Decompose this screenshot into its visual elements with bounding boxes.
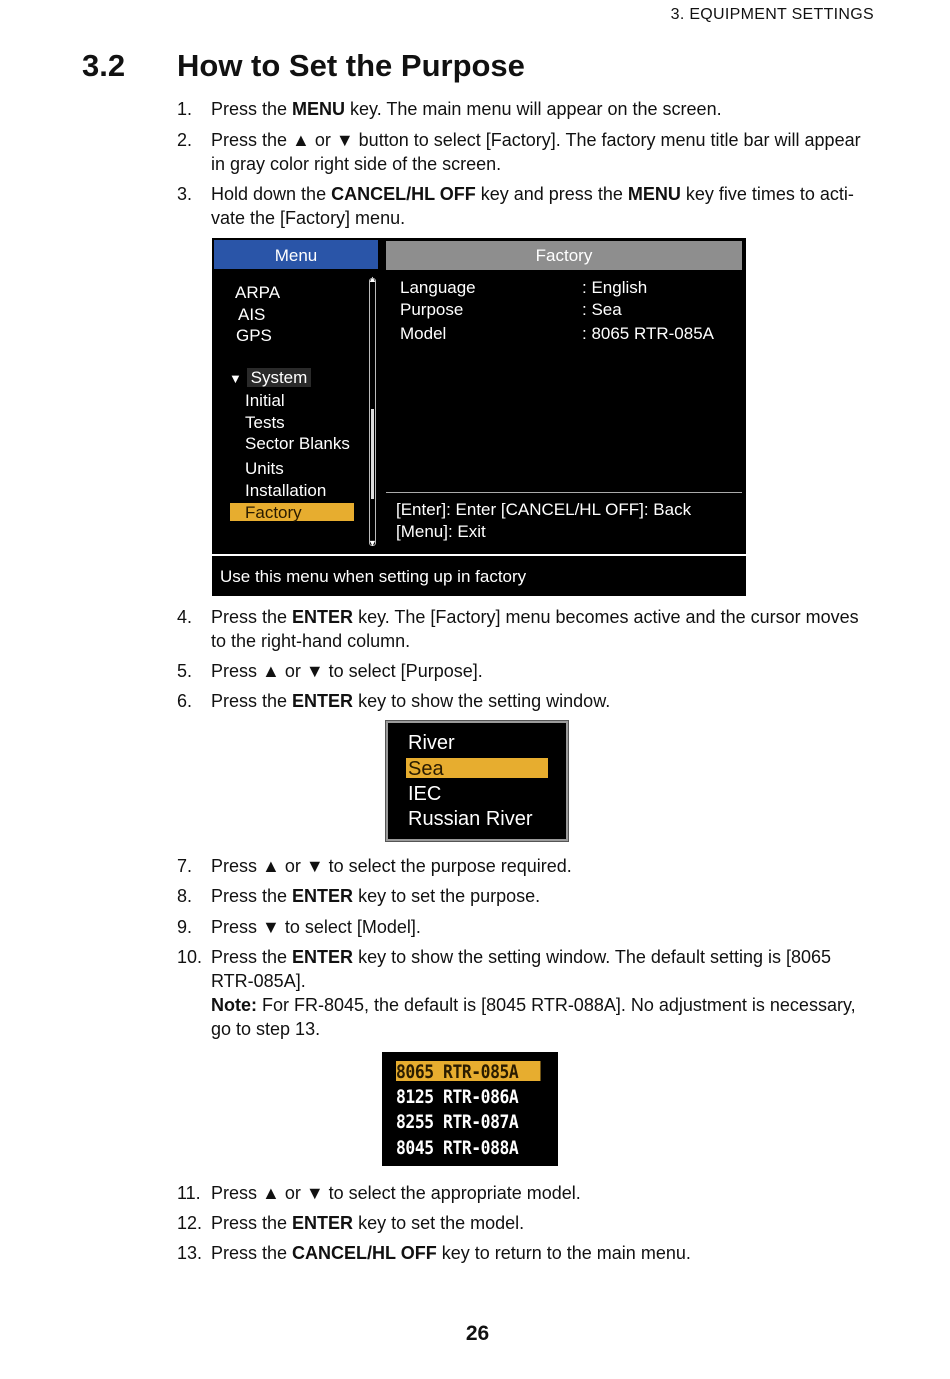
step-text: key to return to the main menu. <box>436 1243 691 1263</box>
step-number: 3. <box>177 184 193 204</box>
note-text: For FR-8045, the default is [8045 RTR-088A]. No adjustment is necessary, go to step 13. <box>211 995 856 1039</box>
scroll-up-icon[interactable]: ▲ <box>368 274 377 284</box>
menu-scrollbar[interactable] <box>369 278 376 546</box>
step-text: Press the <box>211 1243 293 1263</box>
setting-label-language[interactable]: Language <box>400 278 476 297</box>
status-bar: Use this menu when setting up in factory <box>212 556 746 596</box>
menu-item-label: System <box>247 368 312 387</box>
key-name: MENU <box>292 99 346 119</box>
step-7 <box>177 854 877 878</box>
step-text: Press the ▲ or ▼ button to select [Factory]. The factory menu title bar will appear in gray color right side of the screen. <box>211 130 861 174</box>
note-label: Note: <box>211 995 257 1015</box>
step-number: 12. <box>177 1213 203 1233</box>
step-5 <box>177 659 877 683</box>
step-text: Press the <box>211 607 293 627</box>
step-number: 13. <box>177 1243 203 1263</box>
menu-item-tests[interactable]: Tests <box>245 413 285 432</box>
step-12 <box>177 1211 877 1235</box>
step-number: 5. <box>177 661 193 681</box>
note <box>211 993 877 1041</box>
running-header: 3. EQUIPMENT SETTINGS <box>670 6 874 23</box>
step-text: Press ▲ or ▼ to select [Purpose]. <box>211 661 483 681</box>
purpose-option-sea[interactable]: Sea <box>406 758 548 778</box>
step-text: Press ▼ to select [Model]. <box>211 917 421 937</box>
step-text: Press ▲ or ▼ to select the purpose required. <box>211 856 572 876</box>
model-setting-window <box>382 1052 558 1166</box>
setting-label-purpose[interactable]: Purpose <box>400 300 464 319</box>
section-number: 3.2 <box>82 48 126 83</box>
step-number: 10. <box>177 947 203 967</box>
step-text: key to set the purpose. <box>353 886 541 906</box>
main-menu-panel <box>214 240 378 548</box>
step-number: 4. <box>177 607 193 627</box>
key-name: ENTER <box>292 607 354 627</box>
menu-item-arpa[interactable]: ARPA <box>235 283 281 302</box>
purpose-option-iec[interactable]: IEC <box>408 783 442 805</box>
purpose-setting-window <box>386 721 568 841</box>
expand-triangle-icon: ▼ <box>229 371 242 386</box>
menu-item-system[interactable] <box>229 368 311 389</box>
key-name: CANCEL/HL OFF <box>292 1243 437 1263</box>
step-number: 6. <box>177 691 193 711</box>
scrollbar-thumb[interactable] <box>371 409 374 499</box>
step-text: Press the <box>211 691 293 711</box>
step-text: key and press the <box>475 184 628 204</box>
step-11 <box>177 1181 877 1205</box>
model-option-8065[interactable]: 8065 RTR-085A <box>396 1061 540 1081</box>
key-hint-line-2: [Menu]: Exit <box>396 522 486 541</box>
key-hint-line-1: [Enter]: Enter [CANCEL/HL OFF]: Back <box>396 500 692 519</box>
step-text: key to show the setting window. The default setting is [8065 RTR-085A]. <box>211 947 832 991</box>
step-text: Press the <box>211 99 293 119</box>
menu-item-installation[interactable]: Installation <box>245 481 327 500</box>
step-6 <box>177 689 877 713</box>
step-text: key. The [Factory] menu becomes active and the cursor moves to the right-hand column. <box>211 607 859 651</box>
menu-title-bar: Menu <box>214 240 378 269</box>
hint-divider <box>386 492 742 493</box>
menu-item-units[interactable]: Units <box>245 459 284 478</box>
key-name: ENTER <box>292 1213 354 1233</box>
step-text: key five times to acti-vate the [Factory] menu. <box>211 184 854 228</box>
purpose-option-river[interactable]: River <box>408 732 455 754</box>
scroll-down-icon[interactable]: ▼ <box>368 538 377 548</box>
menu-item-ais[interactable]: AIS <box>238 305 266 324</box>
step-text: Press the <box>211 947 293 967</box>
menu-item-sector-blanks[interactable]: Sector Blanks <box>245 434 350 453</box>
setting-label-model[interactable]: Model <box>400 324 447 343</box>
step-text: Press the <box>211 886 293 906</box>
step-text: Press ▲ or ▼ to select the appropriate model. <box>211 1183 581 1203</box>
step-1 <box>177 97 877 121</box>
key-name: ENTER <box>292 691 354 711</box>
step-8 <box>177 884 877 908</box>
menu-item-factory[interactable]: Factory <box>230 503 354 521</box>
step-number: 9. <box>177 917 193 937</box>
step-number: 11. <box>177 1183 201 1203</box>
step-3 <box>177 182 877 230</box>
step-13 <box>177 1241 877 1265</box>
setting-value-language: : English <box>582 278 648 297</box>
model-option-8255[interactable]: 8255 RTR-087A <box>396 1111 519 1133</box>
step-text: key to show the setting window. <box>353 691 611 711</box>
model-option-8125[interactable]: 8125 RTR-086A <box>396 1086 519 1108</box>
step-text: Hold down the <box>211 184 332 204</box>
step-2 <box>177 128 877 176</box>
step-text: Press the <box>211 1213 293 1233</box>
setting-value-purpose: : Sea <box>582 300 622 319</box>
model-option-8045[interactable]: 8045 RTR-088A <box>396 1137 519 1159</box>
step-text: key. The main menu will appear on the screen. <box>345 99 722 119</box>
step-number: 1. <box>177 99 193 119</box>
factory-panel <box>384 240 744 550</box>
menu-item-initial[interactable]: Initial <box>245 391 285 410</box>
key-name: ENTER <box>292 947 354 967</box>
step-4 <box>177 605 877 653</box>
section-title: How to Set the Purpose <box>177 48 525 83</box>
factory-title-bar: Factory <box>386 241 742 270</box>
radar-menu-screen <box>212 238 746 554</box>
key-name: MENU <box>627 184 681 204</box>
purpose-option-russian-river[interactable]: Russian River <box>408 808 533 830</box>
step-text: key to set the model. <box>353 1213 525 1233</box>
key-name: CANCEL/HL OFF <box>331 184 476 204</box>
step-9 <box>177 915 877 939</box>
page-number: 26 <box>465 1322 490 1345</box>
key-name: ENTER <box>292 886 354 906</box>
step-number: 8. <box>177 886 193 906</box>
step-number: 2. <box>177 130 193 150</box>
setting-value-model: : 8065 RTR-085A <box>582 324 714 343</box>
step-number: 7. <box>177 856 193 876</box>
step-10 <box>177 945 877 1041</box>
menu-item-gps[interactable]: GPS <box>236 326 272 345</box>
